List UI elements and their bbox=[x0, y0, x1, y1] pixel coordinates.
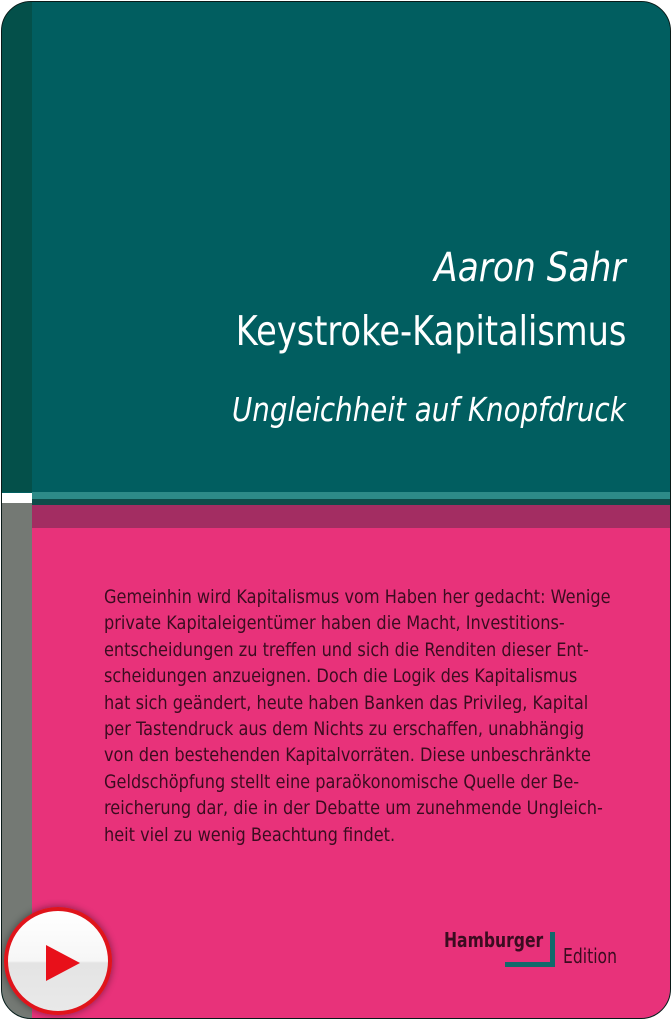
blurb-text bbox=[104, 584, 644, 848]
publisher-name-line1: Hamburger bbox=[444, 928, 544, 952]
blurb-line: Geldschöpfung stellt eine paraökonomische Quelle der Be- bbox=[104, 770, 580, 793]
blurb-line: private Kapitaleigentümer haben die Macht, Investitions- bbox=[104, 612, 565, 635]
blurb-line: scheidungen anzueignen. Doch die Logik des Kapitalismus bbox=[104, 665, 578, 688]
publisher-name-line2: Edition bbox=[563, 944, 617, 968]
divider-stripe-maroon bbox=[32, 505, 670, 528]
left-strip-teal bbox=[2, 2, 32, 492]
blurb-line: von den bestehenden Kapitalvorräten. Diese unbeschränkte bbox=[104, 744, 591, 767]
logo-bracket-base bbox=[505, 962, 555, 967]
book-title: Keystroke-Kapitalismus bbox=[235, 307, 626, 355]
divider-stripe-light bbox=[32, 492, 670, 499]
author-name: Aaron Sahr bbox=[434, 245, 626, 291]
blurb-line: per Tastendruck aus dem Nichts zu erschaffen, unabhängig bbox=[104, 718, 585, 741]
blurb-line: entscheidungen zu treffen und sich die Renditen dieser Ent- bbox=[104, 638, 589, 661]
blurb-line: heit viel zu wenig Beachtung findet. bbox=[104, 823, 396, 846]
book-cover bbox=[1, 1, 671, 1019]
left-strip-white-marker bbox=[2, 493, 32, 503]
blurb-line: reicherung dar, die in der Debatte um zunehmende Ungleich- bbox=[104, 797, 603, 820]
play-icon bbox=[46, 945, 80, 981]
play-button[interactable] bbox=[4, 907, 112, 1015]
blurb-line: Gemeinhin wird Kapitalismus vom Haben her gedacht: Wenige bbox=[104, 586, 611, 608]
publisher-logo bbox=[444, 928, 634, 973]
blurb-line: hat sich geändert, heute haben Banken das Privileg, Kapital bbox=[104, 691, 589, 714]
book-subtitle: Ungleichheit auf Knopfdruck bbox=[232, 390, 626, 429]
